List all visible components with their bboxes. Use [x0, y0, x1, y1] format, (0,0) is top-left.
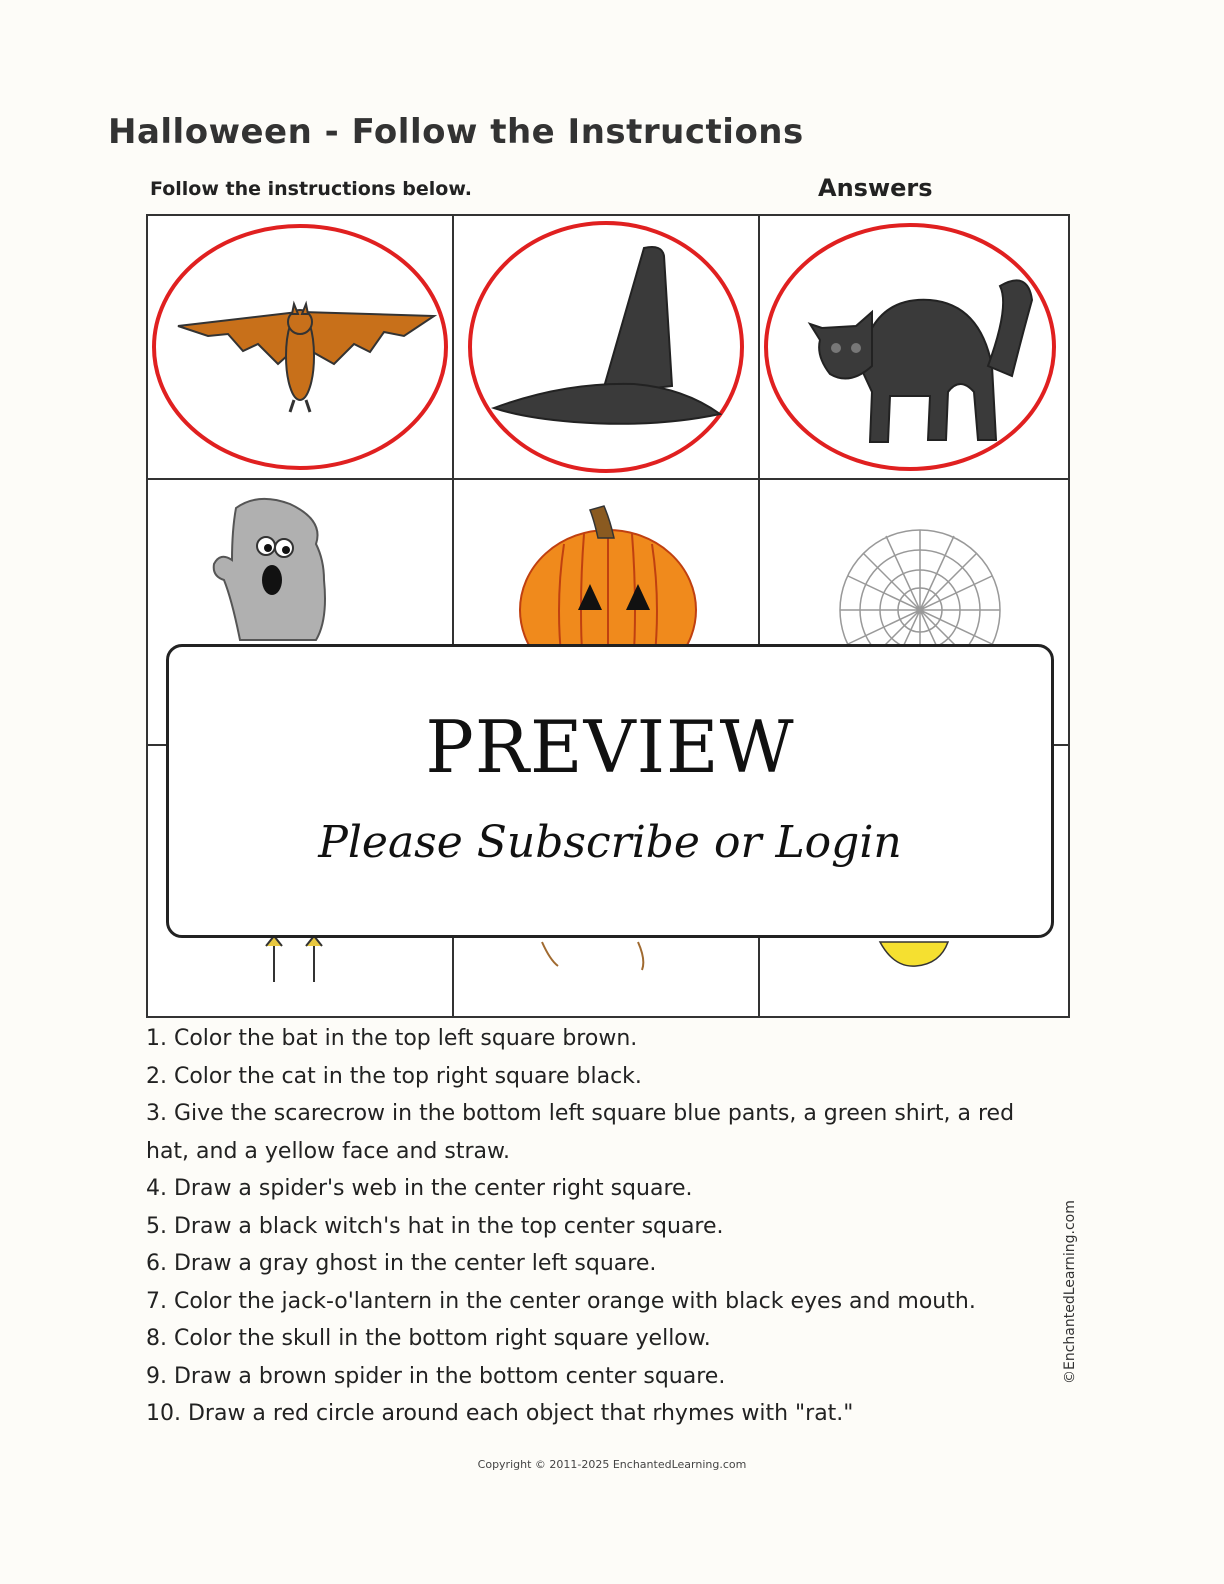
cat-icon: [810, 280, 1032, 442]
ghost-icon: [214, 499, 325, 640]
instruction-item: 7. Color the jack-o'lantern in the center orange with black eyes and mouth.: [146, 1288, 976, 1314]
cell-top-left: [148, 216, 452, 478]
intro-text: Follow the instructions below.: [150, 178, 472, 200]
red-circle: [470, 223, 742, 471]
instruction-item: 5. Draw a black witch's hat in the top center square.: [146, 1213, 724, 1239]
subscribe-login-link[interactable]: Please Subscribe or Login: [318, 817, 902, 868]
instruction-item: 9. Draw a brown spider in the bottom center square.: [146, 1363, 726, 1389]
copyright-footer: Copyright © 2011-2025 EnchantedLearning.com: [477, 1458, 747, 1471]
instruction-item: 3. Give the scarecrow in the bottom left square blue pants, a green shirt, a red hat, and a yellow face and straw.: [146, 1101, 1015, 1164]
side-credit: ©EnchantedLearning.com: [1062, 1200, 1078, 1384]
instruction-item: 1. Color the bat in the top left square brown.: [146, 1026, 638, 1051]
bat-icon: [178, 304, 434, 412]
scarecrow-icon: [266, 936, 322, 982]
instruction-list: [146, 1020, 1046, 1433]
cell-top-right: [760, 216, 1070, 478]
spider-icon: [542, 942, 643, 970]
answers-label: Answers: [818, 174, 933, 202]
instruction-item: 4. Draw a spider's web in the center right square.: [146, 1176, 693, 1201]
cell-top-center: [454, 216, 758, 478]
instruction-item: 10. Draw a red circle around each object that rhymes with "rat.": [146, 1401, 854, 1426]
page-title: Halloween - Follow the Instructions: [108, 112, 804, 152]
preview-title: PREVIEW: [425, 705, 795, 789]
instruction-item: 6. Draw a gray ghost in the center left square.: [146, 1251, 657, 1276]
skull-icon: [880, 942, 948, 966]
preview-overlay[interactable]: [166, 644, 1054, 938]
witch-hat-icon: [494, 247, 720, 424]
instruction-item: 2. Color the cat in the top right square black.: [146, 1063, 642, 1089]
instruction-item: 8. Color the skull in the bottom right square yellow.: [146, 1326, 711, 1351]
